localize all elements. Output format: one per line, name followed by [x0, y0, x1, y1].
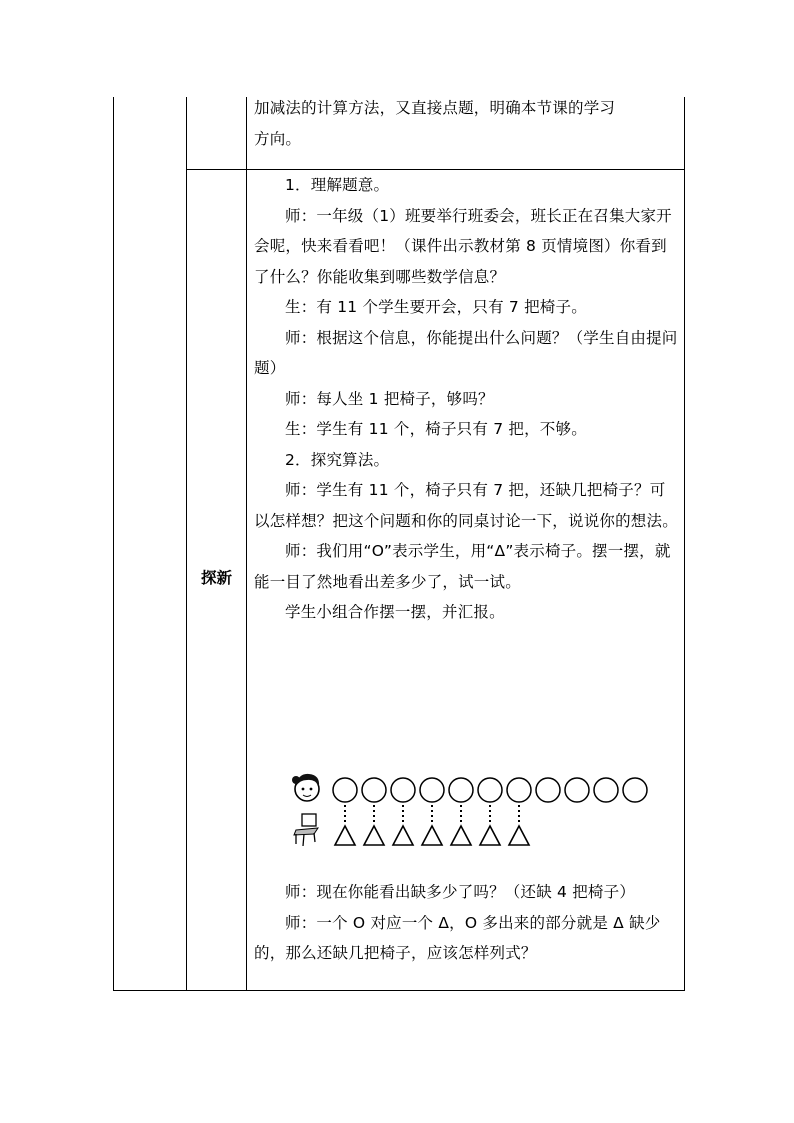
student-circle [391, 778, 415, 802]
chair-icon [294, 814, 318, 846]
paragraph: 师：现在你能看出缺多少了吗？（还缺 4 把椅子） [285, 883, 636, 901]
paragraph: 生：有 11 个学生要开会，只有 7 把椅子。 [285, 298, 587, 316]
paragraph: 学生小组合作摆一摆，并汇报。 [285, 603, 505, 621]
paragraph: 师：根据这个信息，你能提出什么问题？（学生自由提问题） [254, 328, 678, 377]
table-border-right [684, 97, 685, 991]
paragraph: 师：我们用“O”表示学生，用“Δ”表示椅子。摆一摆，就能一目了然地看出差多少了，试一试。 [254, 542, 671, 591]
student-circle [565, 778, 589, 802]
student-circle [333, 778, 357, 802]
paragraph: 生：学生有 11 个，椅子只有 7 把，不够。 [285, 420, 587, 438]
student-circle [478, 778, 502, 802]
row2-text-bottom [254, 877, 680, 969]
chair-triangle [335, 826, 355, 845]
row2-text-top [254, 170, 680, 628]
chair-triangle [393, 826, 413, 845]
section-label: 探新 [200, 569, 232, 587]
student-circle [362, 778, 386, 802]
girl-face-icon [292, 774, 319, 801]
paragraph-heading-1: 1．理解题意。 [285, 176, 390, 194]
triangles-group [335, 826, 529, 845]
student-circle [623, 778, 647, 802]
student-circle [449, 778, 473, 802]
chair-triangle [451, 826, 471, 845]
paragraph: 师：一年级（1）班要举行班委会，班长正在召集大家开会呢，快来看看吧！（课件出示教材第 8 页情境图）你看到了什么？你能收集到哪些数学信息？ [254, 206, 672, 286]
table-border-bottom [113, 990, 685, 991]
paragraph: 师：学生有 11 个，椅子只有 7 把，还缺几把椅子？可以怎样想？把这个问题和你的同桌讨论一下，说说你的想法。 [254, 481, 678, 530]
chair-triangle [422, 826, 442, 845]
student-circle [594, 778, 618, 802]
chair-triangle [364, 826, 384, 845]
chair-triangle [509, 826, 529, 845]
column-divider-1 [186, 97, 187, 991]
paragraph-heading-2: 2．探究算法。 [285, 450, 390, 469]
matching-figure [288, 768, 658, 848]
column-divider-2 [246, 97, 247, 991]
student-circle [420, 778, 444, 802]
student-circle [507, 778, 531, 802]
row1-line-2: 方向。 [254, 129, 302, 148]
row1-line-1: 加减法的计算方法，又直接点题，明确本节课的学习 [254, 99, 616, 117]
paragraph: 师：每人坐 1 把椅子，够吗？ [285, 389, 494, 408]
table-border-left [113, 97, 114, 991]
row1-text [254, 93, 680, 154]
chair-triangle [480, 826, 500, 845]
student-circle [536, 778, 560, 802]
paragraph: 师：一个 O 对应一个 Δ，O 多出来的部分就是 Δ 缺少的，那么还缺几把椅子，应该怎样列式？ [254, 913, 661, 962]
connector-dots-group [345, 805, 519, 824]
circles-group [333, 778, 647, 802]
